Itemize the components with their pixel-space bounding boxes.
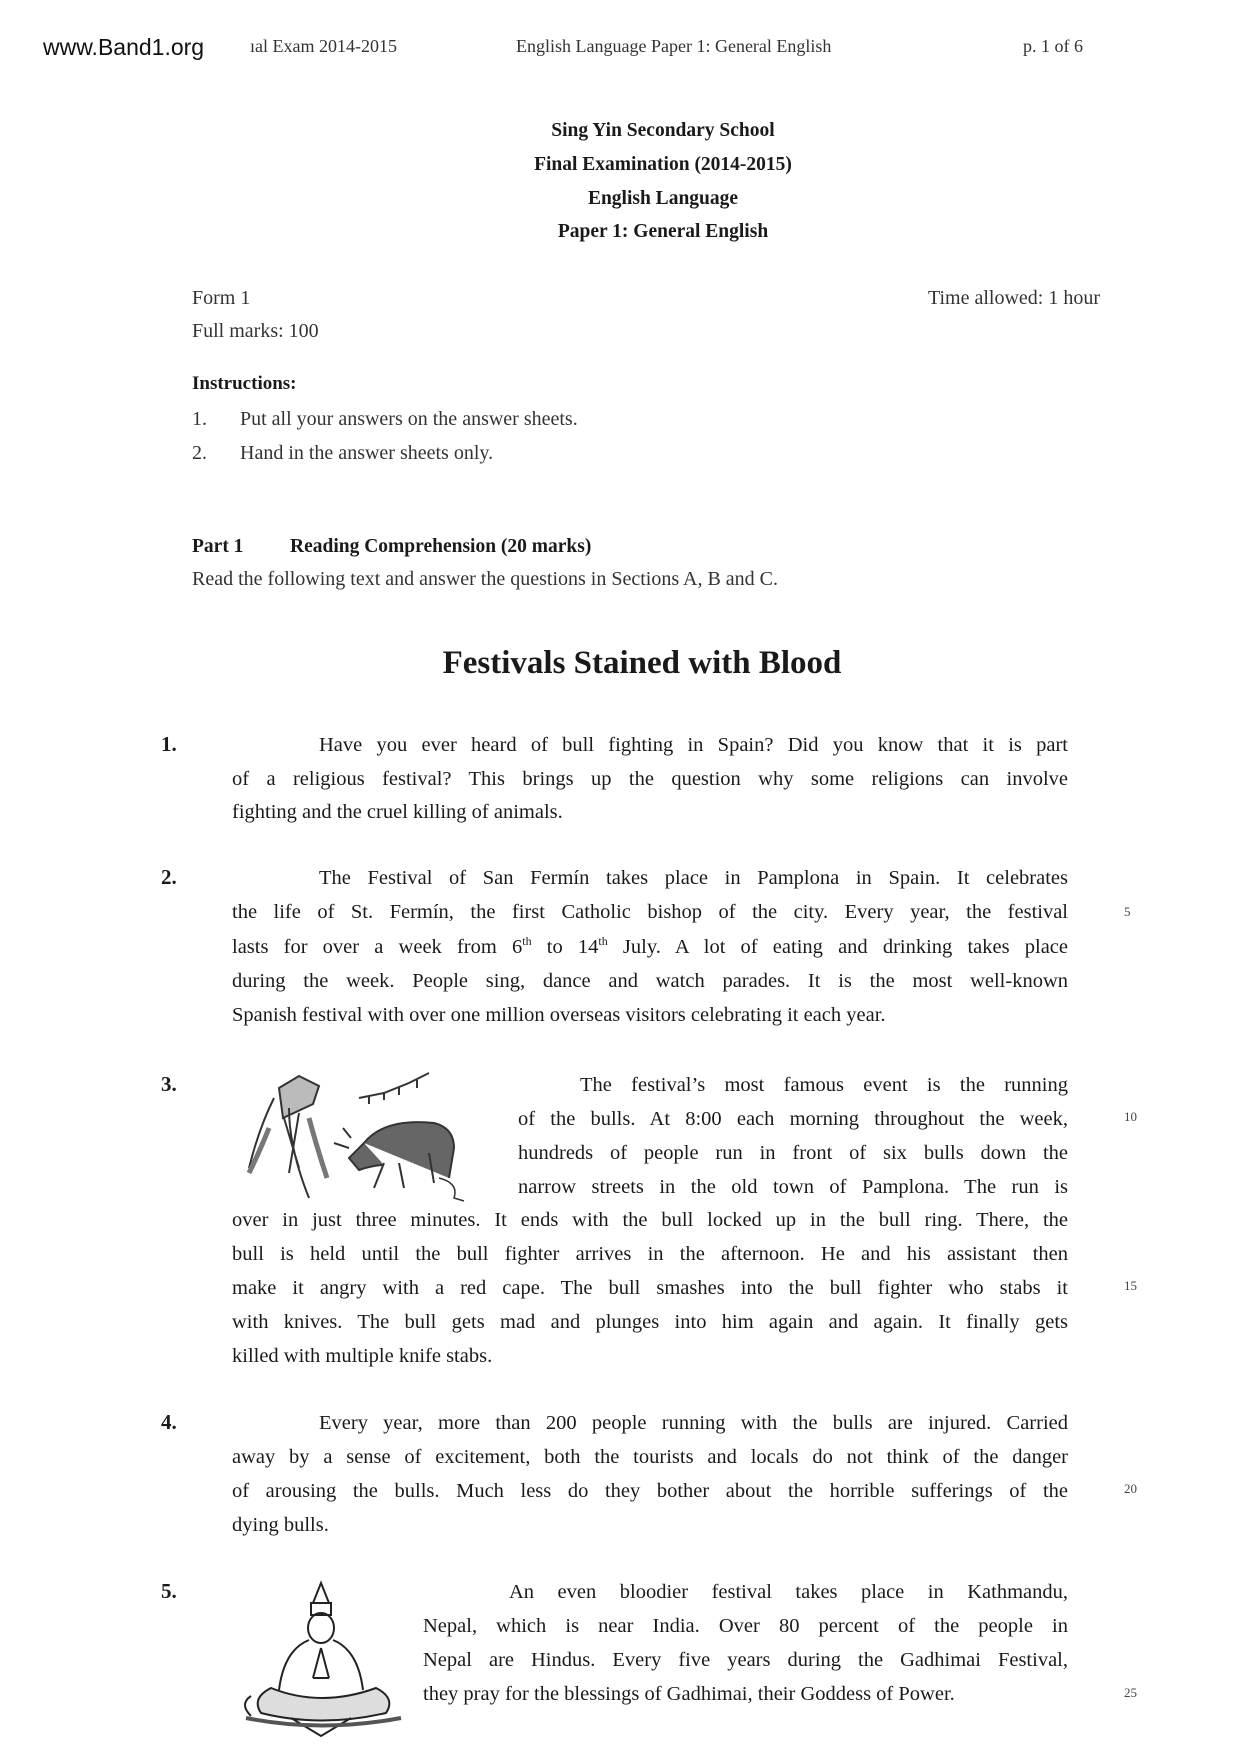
paragraph-line: An even bloodier festival takes place in Kathmandu,	[509, 1581, 1068, 1603]
part-description: Read the following text and answer the questions in Sections A, B and C.	[192, 568, 779, 590]
paragraph-line: Nepal are Hindus. Every five years during the Gadhimai Festival,	[423, 1649, 1068, 1671]
form-label: Form 1	[192, 287, 251, 309]
paragraph-line: of the bulls. At 8:00 each morning throughout the week,	[518, 1108, 1068, 1130]
paragraph-line: during the week. People sing, dance and watch parades. It is the most well-known	[232, 970, 1068, 992]
paragraph-line: Spanish festival with over one million overseas visitors celebrating it each year.	[232, 1004, 886, 1026]
paragraph-number: 2.	[161, 865, 177, 889]
school-name: Sing Yin Secondary School	[551, 120, 775, 141]
text: July. A lot of eating and drinking takes place	[607, 936, 1069, 958]
paragraph-line: The festival’s most famous event is the running	[580, 1074, 1068, 1096]
header-exam: ıal Exam 2014-2015	[250, 36, 397, 56]
full-marks: Full marks: 100	[192, 320, 319, 342]
paragraph-line: hundreds of people run in front of six bulls down the	[518, 1142, 1068, 1164]
paragraph-number: 5.	[161, 1579, 177, 1603]
paragraph-line: of a religious festival? This brings up the question why some religions can involve	[232, 768, 1068, 790]
paragraph-line: dying bulls.	[232, 1514, 329, 1536]
part-title: Reading Comprehension (20 marks)	[290, 536, 592, 557]
paragraph-line: narrow streets in the old town of Pamplona. The run is	[518, 1176, 1068, 1198]
paragraph-line: they pray for the blessings of Gadhimai, their Goddess of Power.	[423, 1683, 955, 1705]
paragraph-line: fighting and the cruel killing of animals.	[232, 801, 563, 823]
part-label: Part 1	[192, 536, 244, 557]
goddess-illustration	[231, 1578, 416, 1738]
bullfight-illustration	[239, 1068, 489, 1203]
paper-name: Paper 1: General English	[557, 221, 769, 242]
paragraph-number: 3.	[161, 1072, 177, 1096]
instruction-number: 2.	[192, 442, 207, 464]
paragraph-line: Have you ever heard of bull fighting in Spain? Did you know that it is part	[319, 734, 1068, 756]
time-allowed: Time allowed: 1 hour	[927, 287, 1100, 309]
paragraph-line: with knives. The bull gets mad and plunges into him again and again. It finally gets	[232, 1311, 1068, 1333]
paragraph-number: 1.	[161, 732, 177, 756]
exam-name: Final Examination (2014-2015)	[534, 154, 792, 175]
instruction-text: Hand in the answer sheets only.	[240, 442, 494, 464]
subject-name: English Language	[587, 188, 739, 209]
paragraph-line: The Festival of San Fermín takes place in Pamplona in Spain. It celebrates	[319, 867, 1068, 889]
paragraph-line: killed with multiple knife stabs.	[232, 1345, 493, 1367]
paragraph-line: bull is held until the bull fighter arrives in the afternoon. He and his assistant then	[232, 1243, 1068, 1265]
line-number: 20	[1124, 1481, 1137, 1496]
line-number: 10	[1124, 1109, 1137, 1124]
paragraph-line: of arousing the bulls. Much less do they bother about the horrible sufferings of the	[232, 1480, 1068, 1502]
paragraph-line: make it angry with a red cape. The bull smashes into the bull fighter who stabs it	[232, 1277, 1068, 1299]
text: to 14	[531, 936, 599, 958]
paragraph-line: Every year, more than 200 people running with the bulls are injured. Carried	[319, 1412, 1068, 1434]
instructions-heading: Instructions:	[192, 373, 297, 394]
header-page-number: p. 1 of 6	[1023, 36, 1083, 56]
paragraph-line: over in just three minutes. It ends with the bull locked up in the bull ring. There, the	[232, 1209, 1068, 1231]
paragraph-line: the life of St. Fermín, the first Catholic bishop of the city. Every year, the festival	[232, 901, 1068, 923]
watermark: www.Band1.org	[43, 34, 205, 60]
instruction-text: Put all your answers on the answer sheets.	[240, 408, 578, 430]
passage-title: Festivals Stained with Blood	[442, 645, 842, 681]
superscript: th	[522, 934, 532, 949]
text: lasts for over a week from 6	[232, 936, 523, 958]
instruction-number: 1.	[192, 408, 207, 430]
superscript: th	[598, 934, 608, 949]
header-paper: English Language Paper 1: General English	[516, 36, 832, 56]
paragraph-number: 4.	[161, 1410, 177, 1434]
line-number: 15	[1124, 1278, 1137, 1293]
paragraph-line	[232, 934, 1068, 960]
line-number: 25	[1124, 1685, 1137, 1700]
paragraph-line: away by a sense of excitement, both the tourists and locals do not think of the danger	[232, 1446, 1068, 1468]
line-number: 5	[1124, 904, 1131, 919]
paragraph-line: Nepal, which is near India. Over 80 percent of the people in	[423, 1615, 1068, 1637]
